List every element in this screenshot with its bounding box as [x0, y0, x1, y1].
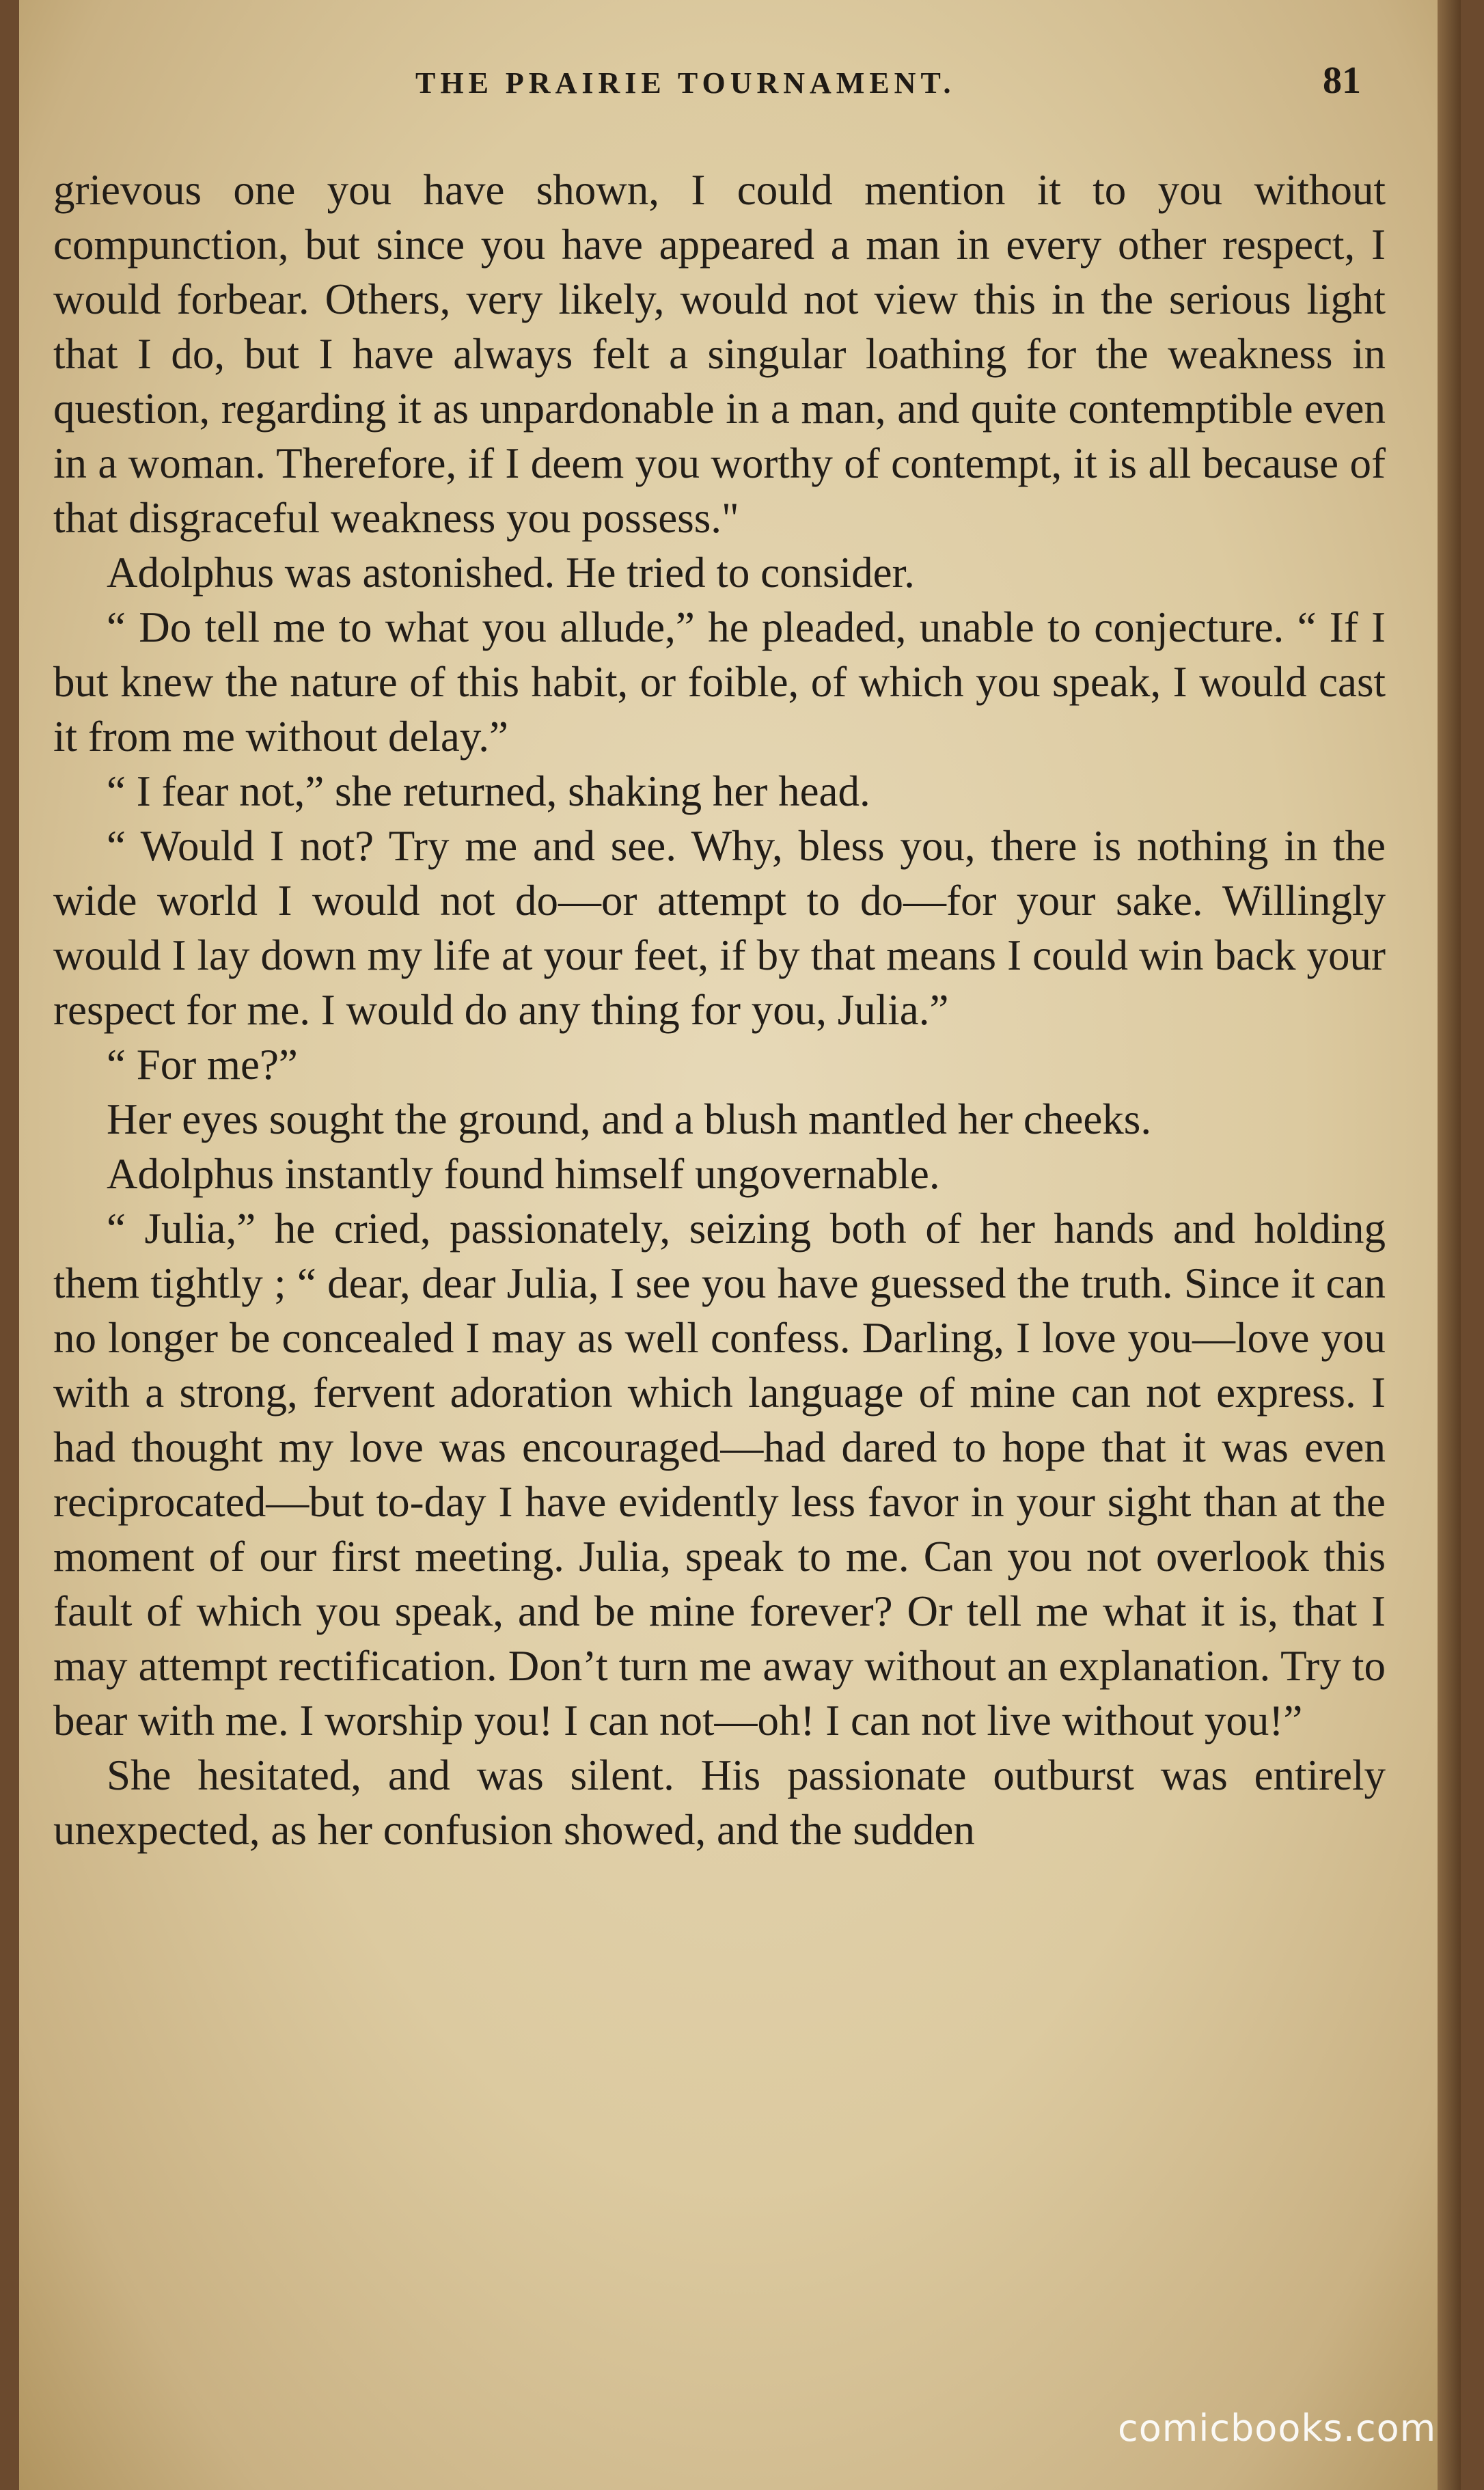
paragraph: Her eyes sought the ground, and a blush mantled her cheeks. — [107, 1095, 1152, 1143]
paragraph: Adolphus instantly found himself ungovernable. — [107, 1150, 940, 1198]
running-head: THE PRAIRIE TOURNAMENT. — [415, 66, 956, 100]
book-page — [19, 0, 1461, 2490]
paragraph: Adolphus was astonished. He tried to consider. — [107, 549, 915, 597]
paragraph: “ Would I not? Try me and see. Why, bless you, there is nothing in the wide world I would not do—or attempt to do—for your sake. Willingly would I lay down my life at your feet, if by that means I could win back your respect for me. I would do any thing for you, Julia.” — [53, 822, 1386, 1034]
paragraph: She hesitated, and was silent. His passionate outburst was entirely unexpected, as her confusion showed, and the sudden — [53, 1751, 1386, 1854]
paragraph: “ Julia,” he cried, passionately, seizing both of her hands and holding them tightly ; “ dear, dear Julia, I see you have guessed the truth. Since it can no longer be concealed I may as well confess. Darling, I love you—love you with a strong, fervent adoration which language of mine can not express. I had thought my love was encouraged—had dared to hope that it was even reciprocated—but to-day I have evidently less favor in your sight than at the moment of our first meeting. Julia, speak to me. Can you not overlook this fault of which you speak, and be mine forever? Or tell me what it is, that I may attempt rectification. Don’t turn me away without an explanation. Try to bear with me. I worship you! I can not—oh! I can not live without you!” — [53, 1205, 1386, 1745]
paragraph: grievous one you have shown, I could mention it to you without compunction, but since you have appeared a man in every other respect, I would forbear. Others, very likely, would not view this in the serious light that I do, but I have always felt a singular loathing for the weakness in question, regarding it as unpardonable in a man, and quite contemptible even in a woman. Therefore, if I deem you worthy of contempt, it is all because of that disgraceful weakness you possess." — [53, 166, 1386, 542]
page-number: 81 — [1323, 59, 1361, 102]
paragraph: “ For me?” — [107, 1041, 298, 1089]
page-edge — [1438, 0, 1461, 2490]
paragraph: “ I fear not,” she returned, shaking her head. — [107, 767, 870, 815]
body-text — [53, 163, 1386, 1857]
watermark: comicbooks.com — [1118, 2407, 1437, 2450]
paragraph: “ Do tell me to what you allude,” he pleaded, unable to conjecture. “ If I but knew the nature of this habit, or foible, of which you speak, I would cast it from me without delay.” — [53, 603, 1386, 761]
